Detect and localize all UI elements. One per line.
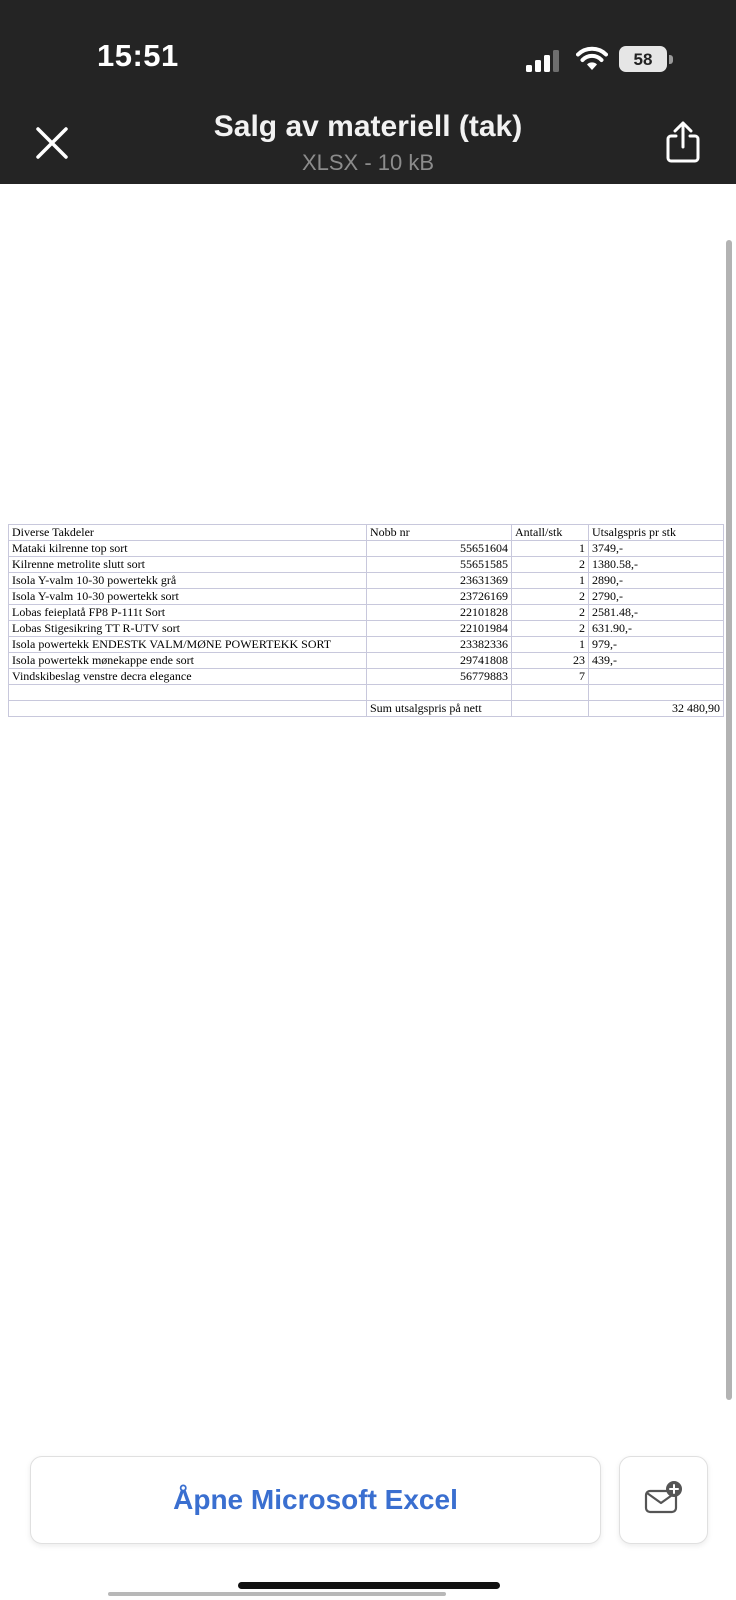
table-cell: Lobas Stigesikring TT R-UTV sort xyxy=(9,621,367,637)
table-cell: Isola Y-valm 10-30 powertekk grå xyxy=(9,573,367,589)
table-cell: 23 xyxy=(512,653,589,669)
battery-level: 58 xyxy=(633,50,653,69)
document-title: Salg av materiell (tak) xyxy=(213,110,523,143)
table-row xyxy=(9,541,724,557)
table-cell: Lobas feieplatå FP8 P-111t Sort xyxy=(9,605,367,621)
table-cell: 2 xyxy=(512,605,589,621)
table-cell: 3749,- xyxy=(589,541,724,557)
table-cell: 23382336 xyxy=(367,637,512,653)
table-row xyxy=(9,557,724,573)
table-cell xyxy=(512,685,589,701)
table-cell: 7 xyxy=(512,669,589,685)
table-cell xyxy=(367,685,512,701)
table-row xyxy=(9,653,724,669)
table-cell: 979,- xyxy=(589,637,724,653)
table-cell: 55651604 xyxy=(367,541,512,557)
document-subtitle: XLSX - 10 kB xyxy=(301,150,435,175)
table-cell: 56779883 xyxy=(367,669,512,685)
table-cell: 2581.48,- xyxy=(589,605,724,621)
table-cell xyxy=(589,685,724,701)
table-cell: 1 xyxy=(512,541,589,557)
table-cell xyxy=(9,685,367,701)
table-cell xyxy=(9,701,367,717)
table-row xyxy=(9,637,724,653)
table-row xyxy=(9,621,724,637)
table-cell: 2790,- xyxy=(589,589,724,605)
share-icon[interactable] xyxy=(662,120,704,164)
table-cell: 1 xyxy=(512,573,589,589)
wifi-icon xyxy=(576,46,608,72)
table-row xyxy=(9,685,724,701)
table-cell: 22101828 xyxy=(367,605,512,621)
table-cell: Isola powertekk ENDESTK VALM/MØNE POWERTEKK SORT xyxy=(9,637,367,653)
table-cell: 2 xyxy=(512,557,589,573)
table-cell: Isola powertekk mønekappe ende sort xyxy=(9,653,367,669)
top-bar xyxy=(0,0,736,184)
table-cell xyxy=(589,669,724,685)
table-row xyxy=(9,669,724,685)
table-cell xyxy=(512,701,589,717)
header-cell: Utsalgspris pr stk xyxy=(589,525,724,541)
header-cell: Antall/stk xyxy=(512,525,589,541)
table-row xyxy=(9,605,724,621)
sum-value: 32 480,90 xyxy=(589,701,724,717)
table-cell: 439,- xyxy=(589,653,724,669)
table-cell: Mataki kilrenne top sort xyxy=(9,541,367,557)
sum-label: Sum utsalgspris på nett xyxy=(367,701,512,717)
table-cell: 2 xyxy=(512,621,589,637)
table-row xyxy=(9,589,724,605)
table-cell: 2890,- xyxy=(589,573,724,589)
spreadsheet-table xyxy=(8,524,724,717)
header-row xyxy=(9,525,724,541)
mail-add-icon xyxy=(644,1479,684,1519)
table-cell: 23631369 xyxy=(367,573,512,589)
home-indicator[interactable] xyxy=(238,1582,500,1589)
status-time: 15:51 xyxy=(97,38,179,73)
scrollbar[interactable] xyxy=(726,240,732,1400)
table-cell: 1380.58,- xyxy=(589,557,724,573)
table-cell: 2 xyxy=(512,589,589,605)
table-cell: 29741808 xyxy=(367,653,512,669)
mail-add-button[interactable] xyxy=(619,1456,708,1544)
table-cell: 22101984 xyxy=(367,621,512,637)
table-cell: Kilrenne metrolite slutt sort xyxy=(9,557,367,573)
table-cell: 631.90,- xyxy=(589,621,724,637)
table-cell: 23726169 xyxy=(367,589,512,605)
sum-row xyxy=(9,701,724,717)
table-cell: Vindskibeslag venstre decra elegance xyxy=(9,669,367,685)
header-cell: Nobb nr xyxy=(367,525,512,541)
table-cell: 1 xyxy=(512,637,589,653)
table-row xyxy=(9,573,724,589)
home-track xyxy=(108,1592,446,1596)
header-cell: Diverse Takdeler xyxy=(9,525,367,541)
signal-icon xyxy=(526,50,562,72)
open-excel-button[interactable]: Åpne Microsoft Excel xyxy=(30,1456,601,1544)
table-cell: 55651585 xyxy=(367,557,512,573)
battery-icon xyxy=(619,46,673,72)
table-cell: Isola Y-valm 10-30 powertekk sort xyxy=(9,589,367,605)
